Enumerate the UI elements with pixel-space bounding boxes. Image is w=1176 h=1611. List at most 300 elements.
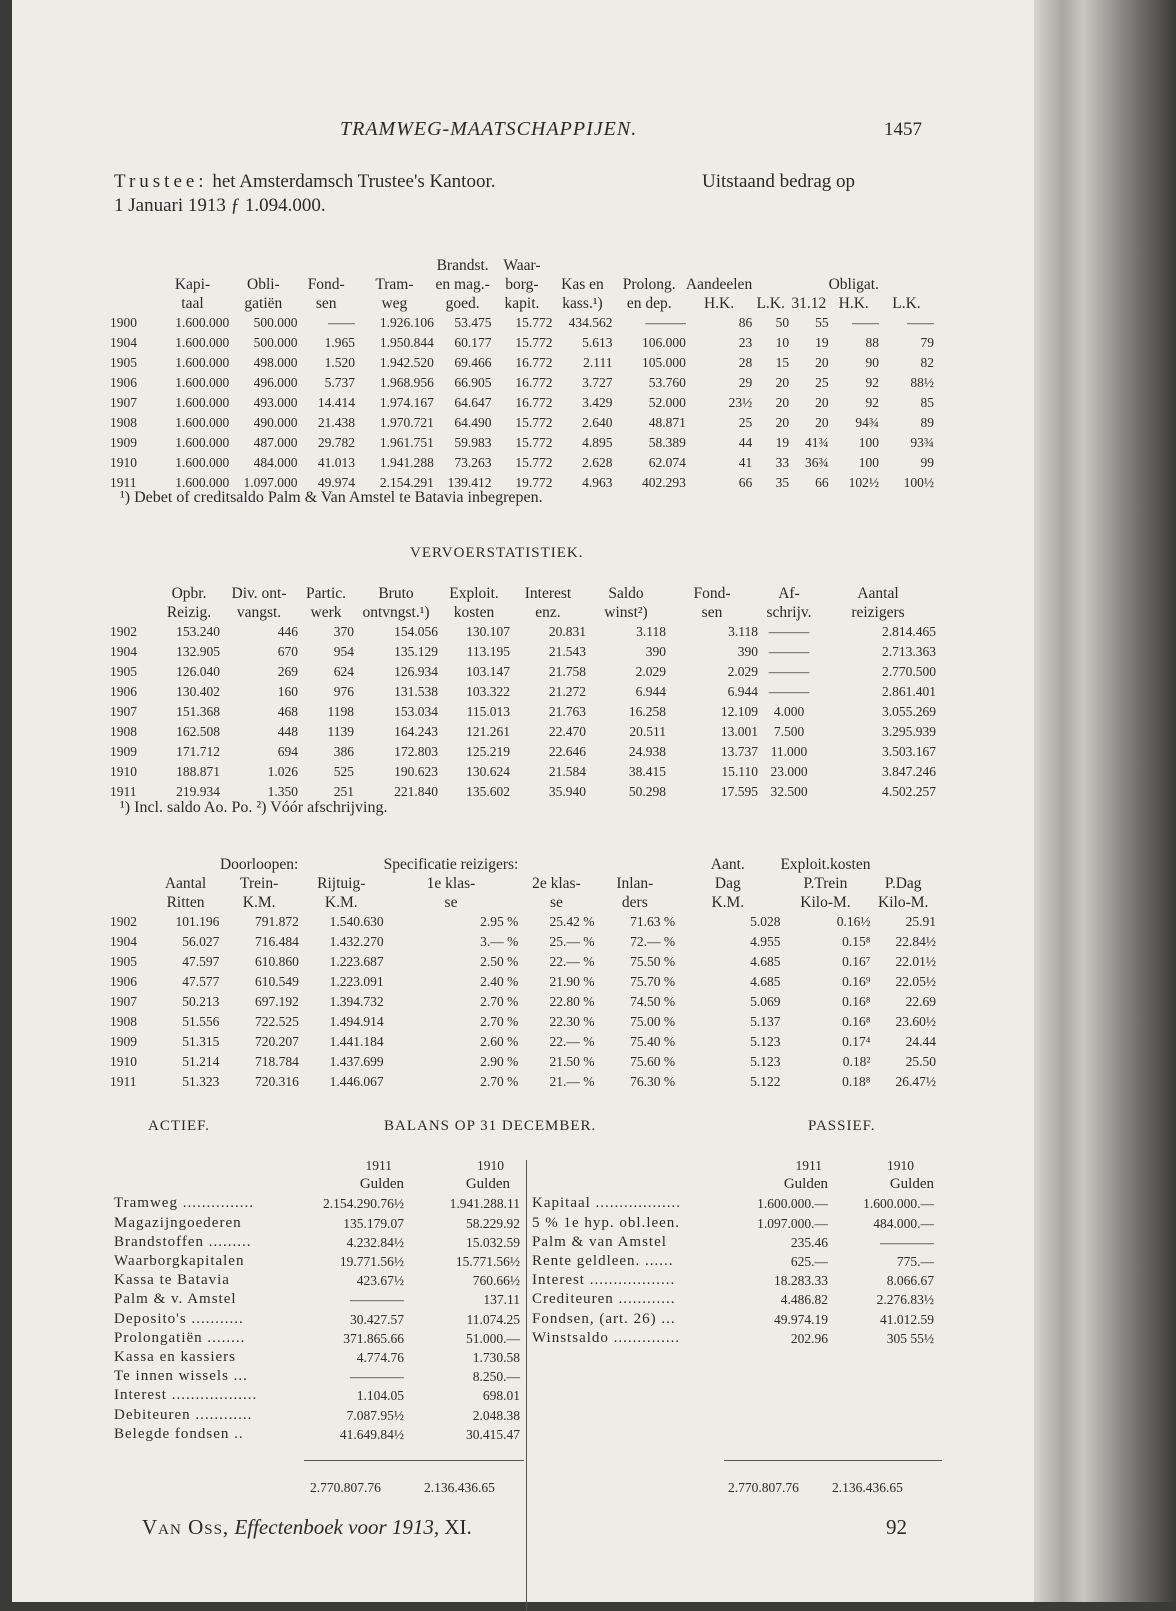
balance-history-cell: 20 — [775, 415, 790, 430]
balance-history-row — [110, 453, 934, 473]
balance-footnote: ¹) Debet of creditsaldo Palm & Van Amstel te Batavia inbegrepen. — [120, 489, 543, 506]
balance-history-header-cell: Kapi- — [174, 276, 211, 293]
balance-history-cell: 29.782 — [317, 435, 355, 450]
doorloopen-cell: 1.494.914 — [329, 1014, 384, 1029]
balance-history-cell: 2.111 — [583, 355, 613, 370]
passief-label: Rente geldleen. ...... — [532, 1253, 674, 1270]
passief-amount: 305 55½ — [886, 1330, 934, 1346]
vervoer-cell: 390 — [737, 644, 758, 659]
balance-history-cell: 1.600.000 — [175, 395, 230, 410]
doorloopen-cell: 1.223.687 — [329, 954, 384, 969]
balance-history-header-cell: gatiën — [244, 295, 283, 312]
balance-history-cell: 92 — [865, 395, 879, 410]
doorloopen-header-cell: P.Dag — [884, 875, 922, 892]
doorloopen-header-cell — [110, 893, 152, 912]
balance-history-cell: 10 — [775, 335, 790, 350]
balance-history-row — [110, 313, 934, 333]
vervoer-cell: 171.712 — [176, 744, 220, 759]
doorloopen-cell: 2.70 % — [480, 994, 519, 1009]
balance-history-cell: 15 — [775, 355, 790, 370]
doorloopen-cell: 21.— % — [549, 1074, 595, 1089]
actief-amount: 4.232.84½ — [346, 1234, 404, 1250]
actief-amount: 58.229.92 — [466, 1215, 520, 1231]
vervoer-cell: 135.129 — [394, 644, 438, 659]
balance-history-cell: 41¾ — [804, 435, 829, 450]
balance-history-cell: 484.000 — [253, 455, 298, 470]
balance-history-cell: —— — [327, 315, 355, 330]
book-part: XI. — [444, 1515, 472, 1539]
vervoer-cell: 4.502.257 — [882, 784, 936, 799]
doorloopen-cell: 1902 — [110, 914, 137, 929]
vervoer-cell: 50.298 — [628, 784, 666, 799]
balance-history-cell: 3.429 — [582, 395, 613, 410]
balance-history-header-cell — [110, 294, 156, 313]
actief-amount: 7.087.95½ — [346, 1407, 404, 1423]
vervoer-cell: 153.240 — [176, 624, 220, 639]
actief-total-rule — [304, 1460, 524, 1461]
doorloopen-row — [110, 1052, 936, 1072]
document-page — [12, 0, 1034, 1602]
vervoer-header-cell: vangst. — [236, 604, 282, 621]
vervoer-header-cell: sen — [701, 604, 723, 621]
vervoer-header-cell: Partic. — [305, 585, 347, 602]
balance-history-header-row — [110, 256, 934, 275]
actief-row — [114, 1252, 520, 1271]
vervoer-cell: 3.118 — [728, 624, 758, 639]
doorloopen-cell: 24.44 — [905, 1034, 936, 1049]
vervoer-cell: 386 — [333, 744, 354, 759]
doorloopen-cell: 26.47½ — [895, 1074, 936, 1089]
passief-amount: 1.600.000.— — [757, 1196, 828, 1212]
sheet-number: 92 — [886, 1515, 907, 1539]
actief-label: ACTIEF. — [148, 1118, 211, 1134]
actief-label: Te innen wissels ... — [114, 1368, 248, 1385]
doorloopen-cell: 791.872 — [255, 914, 299, 929]
vervoer-cell: 172.803 — [394, 744, 438, 759]
actief-amount: 423.67½ — [356, 1273, 404, 1289]
actief-amount: ———— — [350, 1369, 404, 1385]
actief-amount: 137.11 — [483, 1292, 520, 1308]
balance-history-header-cell — [110, 256, 156, 275]
author: Van Oss, — [142, 1515, 230, 1539]
doorloopen-cell: 610.549 — [255, 974, 299, 989]
passief-row — [532, 1290, 934, 1309]
doorloopen-cell: 1908 — [110, 1014, 137, 1029]
actief-amount: 135.179.07 — [343, 1215, 404, 1231]
doorloopen-row — [110, 912, 936, 932]
doorloopen-header-cell: K.M. — [242, 894, 276, 911]
passief-year-row — [532, 1156, 934, 1175]
actief-amount: 1.730.58 — [472, 1350, 520, 1366]
passief-row — [532, 1214, 934, 1233]
vervoer-cell: 21.543 — [548, 644, 586, 659]
actief-amount: 4.774.76 — [356, 1350, 404, 1366]
doorloopen-cell: 25.50 — [905, 1054, 936, 1069]
actief-row — [114, 1425, 520, 1444]
actief-amount: 11.074.25 — [466, 1311, 520, 1327]
balance-history-cell: 1911 — [110, 475, 137, 490]
actief-year-1911: 1911 — [365, 1158, 392, 1173]
vervoer-cell: 976 — [333, 684, 354, 699]
balance-history-cell: 58.389 — [648, 435, 686, 450]
passief-amount: 41.012.59 — [880, 1311, 934, 1327]
vervoer-cell: 2.861.401 — [882, 684, 936, 699]
balance-history-header-cell: borg- — [505, 276, 539, 293]
balance-history-cell: 20 — [815, 355, 829, 370]
passief-label: Palm & van Amstel — [532, 1233, 667, 1250]
balance-history-cell: 53.475 — [454, 315, 492, 330]
doorloopen-header-cell: se — [549, 894, 563, 911]
doorloopen-cell: 72.— % — [630, 934, 676, 949]
passief-unit-row — [532, 1175, 934, 1194]
vervoer-header-cell: reizigers — [851, 604, 905, 621]
balance-history-table — [110, 256, 934, 493]
doorloopen-cell: 2.40 % — [480, 974, 519, 989]
balance-history-cell: 434.562 — [568, 315, 613, 330]
doorloopen-cell: 47.597 — [182, 954, 220, 969]
doorloopen-header-cell: Trein- — [240, 875, 279, 892]
doorloopen-cell: 0.16⁸ — [842, 994, 871, 1009]
vervoer-cell: 1907 — [110, 704, 137, 719]
balance-history-cell: 100 — [858, 455, 879, 470]
doorloopen-cell: 2.70 % — [480, 1014, 519, 1029]
vervoer-cell: 3.503.167 — [882, 744, 936, 759]
actief-label: Magazijngoederen — [114, 1214, 242, 1231]
total-passief-1911: 2.770.807.76 — [728, 1480, 799, 1495]
vervoer-cell: 2.814.465 — [882, 624, 936, 639]
vervoer-row — [110, 722, 936, 742]
vervoer-cell: 624 — [333, 664, 354, 679]
actief-label: Belegde fondsen .. — [114, 1425, 244, 1442]
balance-history-cell: 1.600.000 — [175, 315, 230, 330]
balance-history-row — [110, 353, 934, 373]
vervoer-cell: 35.940 — [548, 784, 586, 799]
balance-history-cell: 35 — [775, 475, 790, 490]
vervoer-cell: 1910 — [110, 764, 137, 779]
doorloopen-table — [110, 855, 936, 1092]
balance-history-header-cell — [686, 256, 752, 275]
book-title: Effectenboek voor 1913, — [234, 1515, 440, 1539]
balance-history-cell: 49.974 — [317, 475, 355, 490]
balance-history-cell: 498.000 — [253, 355, 298, 370]
vervoer-row — [110, 682, 936, 702]
vervoer-cell: 16.258 — [628, 704, 666, 719]
passief-amount: 8.066.67 — [886, 1273, 934, 1289]
balance-history-header-cell: L.K. — [756, 295, 785, 312]
balance-history-cell: 1.600.000 — [175, 355, 230, 370]
doorloopen-cell: 3.— % — [480, 934, 519, 949]
vervoer-cell: 670 — [277, 644, 298, 659]
vervoer-cell: 38.415 — [628, 764, 666, 779]
balance-history-header-cell — [156, 256, 230, 275]
vervoer-header-cell: Fond- — [693, 585, 731, 602]
vervoer-cell: 1909 — [110, 744, 137, 759]
balance-history-cell: 62.074 — [648, 455, 686, 470]
balance-history-cell: 1.600.000 — [175, 375, 230, 390]
balance-history-cell: 25 — [738, 415, 753, 430]
actief-amount: 698.01 — [482, 1388, 520, 1404]
balance-history-header-cell — [789, 256, 828, 275]
doorloopen-header-cell: Doorloopen: — [219, 856, 299, 873]
doorloopen-cell: 1904 — [110, 934, 137, 949]
actief-label: Debiteuren ............ — [114, 1406, 253, 1423]
balance-history-cell: 500.000 — [253, 315, 298, 330]
running-title: TRAMWEG-MAATSCHAPPIJEN. — [340, 118, 638, 140]
balance-history-cell: 102½ — [848, 475, 879, 490]
balance-history-cell: 100 — [858, 435, 879, 450]
doorloopen-row — [110, 1032, 936, 1052]
doorloopen-cell: 75.40 % — [630, 1034, 676, 1049]
doorloopen-cell: 22.01½ — [895, 954, 936, 969]
doorloopen-cell: 1.540.630 — [329, 914, 384, 929]
balance-history-cell: 15.772 — [515, 315, 553, 330]
balance-history-cell: ——— — [645, 315, 686, 330]
balance-history-cell: 60.177 — [454, 335, 492, 350]
vervoer-row — [110, 762, 936, 782]
vervoer-row — [110, 742, 936, 762]
page-number: 1457 — [884, 119, 922, 140]
vervoer-cell: 15.110 — [721, 764, 758, 779]
vervoer-cell: 126.040 — [176, 664, 220, 679]
balance-history-cell: 66 — [738, 475, 753, 490]
balance-history-header-cell — [110, 275, 156, 294]
actief-label: Brandstoffen ......... — [114, 1233, 252, 1250]
doorloopen-cell: 716.484 — [255, 934, 299, 949]
doorloopen-header-cell: se — [444, 894, 458, 911]
doorloopen-cell: 22.80 % — [549, 994, 595, 1009]
balance-history-cell: 41.013 — [317, 455, 355, 470]
vervoer-cell: 370 — [333, 624, 354, 639]
doorloopen-cell: 1.394.732 — [329, 994, 384, 1009]
trustee-line — [114, 170, 495, 194]
balance-history-header-cell — [297, 256, 354, 275]
actief-amount: 371.865.66 — [343, 1330, 404, 1346]
doorloopen-header-cell: 2e klas- — [532, 875, 581, 892]
vervoer-cell: 2.770.500 — [882, 664, 936, 679]
balance-history-cell: 106.000 — [642, 335, 686, 350]
vervoer-header-cell: Aantal — [857, 585, 899, 602]
balance-history-cell: 5.737 — [324, 375, 355, 390]
actief-row — [114, 1214, 520, 1233]
balance-history-cell: 44 — [738, 435, 753, 450]
passief-label: 5 % 1e hyp. obl.leen. — [532, 1214, 681, 1231]
balance-history-cell: 16.772 — [515, 355, 553, 370]
actief-unit-1910: Gulden — [465, 1176, 510, 1193]
actief-amount: 760.66½ — [472, 1273, 520, 1289]
actief-row — [114, 1406, 520, 1425]
vervoer-cell: 11.000 — [770, 744, 808, 759]
balance-history-cell: 1.942.520 — [379, 355, 434, 370]
actief-row — [114, 1233, 520, 1252]
actief-amount: 41.649.84½ — [339, 1426, 404, 1442]
vervoer-cell: 3.295.939 — [882, 724, 936, 739]
balance-history-header-cell: sen — [315, 295, 337, 312]
balance-history-cell: 79 — [920, 335, 934, 350]
doorloopen-cell: 4.955 — [750, 934, 781, 949]
doorloopen-header-cell: K.M. — [711, 894, 745, 911]
balance-history-row — [110, 413, 934, 433]
balance-history-cell: 1.968.956 — [379, 375, 434, 390]
passief-label: Winstsaldo .............. — [532, 1329, 681, 1346]
passief-label: Fondsen, (art. 26) ... — [532, 1310, 676, 1327]
balance-history-header-cell — [879, 256, 934, 275]
actief-row — [114, 1386, 520, 1405]
total-actief-1911: 2.770.807.76 — [310, 1480, 381, 1495]
balance-history-cell: 1907 — [110, 395, 137, 410]
vervoer-cell: 135.602 — [466, 784, 510, 799]
balance-history-cell: 1.950.844 — [379, 335, 434, 350]
doorloopen-cell: 0.18² — [842, 1054, 871, 1069]
vervoer-cell: 468 — [277, 704, 298, 719]
actief-amount: 1.941.288.11 — [449, 1196, 520, 1212]
vervoer-cell: 525 — [333, 764, 354, 779]
actief-label: Deposito's ........... — [114, 1310, 244, 1327]
balance-history-header-cell: Fond- — [307, 276, 345, 293]
vervoer-footnote: ¹) Incl. saldo Ao. Po. ²) Vóór afschrijving. — [120, 799, 388, 816]
passief-row — [532, 1329, 934, 1348]
vervoer-header-row — [110, 603, 936, 622]
passief-row — [532, 1271, 934, 1290]
balance-history-cell: 93¾ — [910, 435, 934, 450]
passief-total-rule — [724, 1460, 942, 1461]
actief-amount: 15.032.59 — [466, 1234, 520, 1250]
doorloopen-row — [110, 1012, 936, 1032]
doorloopen-cell: 722.525 — [255, 1014, 299, 1029]
vervoer-cell: 13.001 — [720, 724, 758, 739]
balance-history-cell: 29 — [738, 375, 753, 390]
balance-history-cell: 1904 — [110, 335, 137, 350]
actief-amount: 15.771.56½ — [455, 1254, 520, 1270]
doorloopen-cell: 2.70 % — [480, 1074, 519, 1089]
doorloopen-cell: 47.577 — [182, 974, 220, 989]
vervoer-cell: 3.847.246 — [882, 764, 936, 779]
passief-amount: 202.96 — [790, 1330, 828, 1346]
doorloopen-cell: 56.027 — [182, 934, 220, 949]
balance-history-cell: 16.772 — [515, 375, 553, 390]
balance-history-cell: 20 — [775, 395, 790, 410]
balance-history-cell: 48.871 — [648, 415, 686, 430]
balance-history-cell: 1.941.288 — [379, 455, 434, 470]
actief-row — [114, 1367, 520, 1386]
balance-history-cell: 85 — [920, 395, 934, 410]
balance-history-cell: 94¾ — [855, 415, 879, 430]
doorloopen-cell: 5.137 — [750, 1014, 781, 1029]
balance-history-cell: 5.613 — [582, 335, 613, 350]
balance-history-cell: 19 — [815, 335, 829, 350]
vervoer-cell: 22.470 — [548, 724, 586, 739]
passief-amount: 235.46 — [790, 1234, 828, 1250]
vervoer-cell: 4.000 — [773, 704, 805, 719]
doorloopen-cell: 25.42 % — [549, 914, 595, 929]
doorloopen-cell: 2.60 % — [480, 1034, 519, 1049]
balance-history-cell: 20 — [815, 415, 829, 430]
balance-history-header-cell — [355, 256, 434, 275]
doorloopen-cell: 1909 — [110, 1034, 137, 1049]
vervoer-cell: 1139 — [327, 724, 354, 739]
balance-history-header-cell: L.K. — [892, 295, 921, 312]
vervoer-cell: 160 — [277, 684, 298, 699]
doorloopen-cell: 1.432.270 — [329, 934, 384, 949]
balance-history-header-cell: weg — [381, 295, 408, 312]
vervoer-header-cell: Interest — [524, 585, 572, 602]
vervoer-cell: 2.029 — [727, 664, 758, 679]
vervoer-cell: 121.261 — [466, 724, 510, 739]
actief-amount: 19.771.56½ — [339, 1254, 404, 1270]
vervoer-header-cell: Af- — [778, 585, 800, 602]
balance-history-cell: 88½ — [910, 375, 934, 390]
balance-history-cell: 89 — [920, 415, 934, 430]
trustee-label: Trustee: — [114, 171, 208, 192]
balance-history-cell: 1.520 — [324, 355, 355, 370]
doorloopen-cell: 697.192 — [255, 994, 299, 1009]
trustee-name: het Amsterdamsch Trustee's Kantoor. — [212, 171, 496, 192]
book-citation — [142, 1515, 472, 1540]
doorloopen-header-cell — [518, 855, 594, 874]
balance-history-header-cell — [229, 256, 297, 275]
vervoer-header-cell: winst²) — [604, 604, 648, 621]
vervoer-cell: 115.013 — [466, 704, 510, 719]
doorloopen-cell: 5.123 — [750, 1034, 781, 1049]
balance-history-cell: 1908 — [110, 415, 137, 430]
vervoer-header-row — [110, 584, 936, 603]
vervoer-header-cell: Opbr. — [171, 585, 207, 602]
doorloopen-header-cell — [595, 855, 676, 874]
total-passief-1910: 2.136.436.65 — [832, 1480, 903, 1495]
balance-history-cell: 15.772 — [515, 435, 553, 450]
vervoer-table — [110, 584, 936, 802]
doorloopen-cell: 21.50 % — [549, 1054, 595, 1069]
doorloopen-cell: 0.15⁸ — [842, 934, 871, 949]
balance-history-cell: 19 — [775, 435, 790, 450]
vervoer-header-cell: werk — [310, 604, 342, 621]
vervoer-cell: 694 — [277, 744, 298, 759]
balance-history-cell: 21.438 — [317, 415, 355, 430]
doorloopen-cell: 0.16⁸ — [842, 1014, 871, 1029]
vervoer-cell: 2.713.363 — [882, 644, 936, 659]
balance-history-header-cell — [612, 256, 685, 275]
balance-history-cell: 2.640 — [582, 415, 613, 430]
doorloopen-cell: 50.213 — [182, 994, 220, 1009]
doorloopen-header-cell — [110, 874, 152, 893]
vervoer-cell: 22.646 — [548, 744, 586, 759]
doorloopen-header-cell: K.M. — [324, 894, 358, 911]
balance-history-cell: 500.000 — [253, 335, 298, 350]
vervoer-cell: 1902 — [110, 624, 137, 639]
vervoer-cell: 251 — [333, 784, 354, 799]
actief-label: Waarborgkapitalen — [114, 1253, 245, 1270]
vervoer-cell: 162.508 — [176, 724, 220, 739]
balance-history-header-cell: kapit. — [504, 295, 540, 312]
balance-history-header-cell: Brandst. — [436, 257, 489, 274]
vervoer-header-cell: ontvngst.¹) — [362, 604, 430, 621]
balance-history-row — [110, 433, 934, 453]
balance-history-cell: 1905 — [110, 355, 137, 370]
balance-history-header-cell: en dep. — [626, 295, 672, 312]
actief-row — [114, 1329, 520, 1348]
actief-year-1910: 1910 — [477, 1158, 504, 1173]
balance-history-cell: 1.600.000 — [175, 335, 230, 350]
vervoer-cell: 219.934 — [176, 784, 220, 799]
doorloopen-cell: 76.30 % — [630, 1074, 676, 1089]
actief-table — [114, 1156, 520, 1444]
doorloopen-header-cell — [152, 855, 220, 874]
balance-history-cell: 1910 — [110, 455, 137, 470]
doorloopen-header-cell: Aant. — [710, 856, 745, 873]
doorloopen-row — [110, 992, 936, 1012]
vervoer-cell: 125.219 — [466, 744, 510, 759]
balance-history-header-cell: taal — [181, 295, 204, 312]
balance-history-cell: 1.926.106 — [379, 315, 434, 330]
